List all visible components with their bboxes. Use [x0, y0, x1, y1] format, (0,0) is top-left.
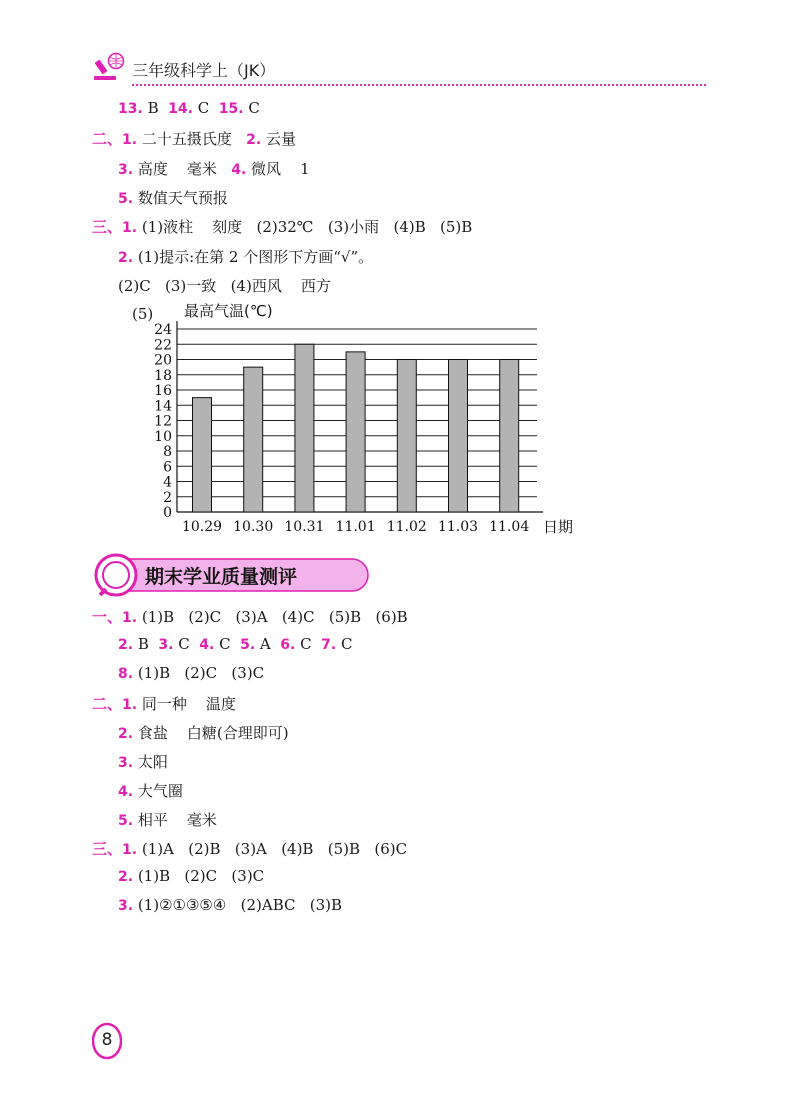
y-tick-label: 20 — [154, 352, 172, 369]
y-tick-label: 6 — [163, 459, 172, 476]
question-number: 1. — [122, 697, 138, 713]
answer-text: C — [243, 99, 260, 117]
question-number: 1. — [122, 220, 138, 237]
answer-text: C — [214, 635, 241, 653]
y-tick-label: 24 — [154, 322, 172, 338]
header-divider — [132, 84, 706, 86]
question-number: 3. — [118, 898, 134, 914]
x-tick-label: 11.02 — [386, 519, 427, 535]
answer-text: 食盐 白糖(合理即可) — [133, 724, 289, 742]
bar — [397, 360, 416, 513]
section-number: 一、 — [92, 608, 123, 626]
answer-text: C — [173, 635, 200, 653]
answer-text: C — [336, 635, 353, 653]
page-number-badge — [92, 1022, 122, 1060]
answer-text: (1)A (2)B (3)A (4)B (5)B (6)C — [137, 840, 408, 858]
bar — [244, 367, 263, 512]
section-number: 三、 — [92, 218, 123, 237]
question-number: 1. — [122, 610, 138, 626]
answer-text: (1)B (2)C (3)C — [133, 867, 265, 885]
y-tick-label: 16 — [154, 383, 172, 399]
bottom-answer-line — [92, 838, 407, 859]
answer-text: (1)B (2)C (3)A (4)C (5)B (6)B — [137, 608, 408, 626]
bottom-answer-line — [118, 664, 264, 682]
answer-text: 太阳 — [133, 753, 168, 771]
page-number: 8 — [101, 1030, 113, 1050]
bar — [346, 352, 365, 512]
answer-text: 高度 毫米 — [133, 159, 232, 178]
bottom-answer-line — [118, 867, 264, 885]
answer-text: B — [142, 99, 169, 117]
y-tick-label: 0 — [163, 505, 172, 521]
answer-text: 二十五摄氏度 — [137, 130, 247, 149]
y-tick-label: 12 — [154, 413, 172, 430]
question-number: 1. — [122, 132, 138, 149]
answer-text: (1)②①③⑤④ (2)ABC (3)B — [133, 896, 343, 914]
question-number: 2. — [118, 726, 134, 742]
answer-text: C — [192, 99, 219, 117]
bottom-answer-line — [118, 780, 183, 801]
answer-text: 数值天气预报 — [133, 188, 228, 207]
answer-text: 相平 毫米 — [133, 811, 217, 829]
y-tick-label: 2 — [163, 489, 172, 506]
x-axis-label: 日期 — [543, 518, 574, 536]
question-number: 2. — [246, 132, 262, 149]
answer-text: 同一种 温度 — [137, 695, 236, 713]
x-tick-label: 11.01 — [335, 519, 376, 535]
bar — [295, 344, 314, 512]
answer-text: (2)C (3)一致 (4)西风 西方 — [118, 276, 331, 295]
answer-text: A — [255, 635, 281, 653]
question-number: 2. — [118, 869, 134, 885]
question-number: 15. — [218, 101, 244, 117]
bottom-answer-line — [118, 896, 342, 914]
question-number: 3. — [118, 755, 134, 771]
question-number: 2. — [118, 249, 134, 266]
y-axis-label: 最高气温(℃) — [184, 302, 273, 320]
header-title: 三年级科学上（JK） — [132, 61, 276, 80]
x-tick-label: 10.29 — [181, 519, 223, 535]
bar — [449, 360, 468, 513]
question-number: 6. — [280, 637, 296, 653]
bottom-answer-line — [118, 722, 289, 743]
x-tick-label: 10.30 — [233, 519, 274, 535]
chart-item-label: (5) — [132, 305, 154, 323]
y-tick-label: 18 — [154, 367, 172, 384]
question-number: 1. — [122, 842, 138, 858]
top-answer-line — [92, 216, 472, 237]
bottom-answer-line — [118, 751, 168, 772]
question-number: 8. — [118, 666, 134, 682]
top-answer-line — [118, 187, 228, 208]
question-number: 2. — [118, 637, 134, 653]
answer-text: (1)液柱 刻度 (2)32℃ (3)小雨 (4)B (5)B — [137, 218, 473, 237]
bottom-answer-line — [118, 635, 352, 653]
y-tick-label: 8 — [163, 444, 172, 460]
bottom-answer-line — [92, 606, 408, 627]
question-number: 7. — [321, 637, 337, 653]
bar — [193, 398, 212, 512]
top-answer-line — [92, 128, 296, 149]
question-number: 13. — [118, 101, 143, 117]
answer-text: C — [295, 635, 322, 653]
top-answer-line — [118, 275, 331, 296]
question-number: 5. — [118, 190, 134, 207]
question-number: 5. — [118, 813, 134, 829]
section-number: 三、 — [92, 840, 123, 858]
question-number: 3. — [158, 637, 174, 653]
y-tick-label: 22 — [154, 337, 172, 354]
question-number: 4. — [118, 784, 134, 800]
answer-text: 微风 1 — [246, 159, 310, 178]
answer-text: 云量 — [261, 130, 296, 149]
section-number: 二、 — [92, 130, 123, 149]
question-number: 14. — [168, 101, 193, 117]
microscope-icon — [92, 52, 126, 82]
y-tick-label: 10 — [154, 428, 172, 445]
x-tick-label: 10.31 — [284, 519, 325, 535]
y-tick-label: 14 — [154, 398, 172, 415]
question-number: 4. — [231, 161, 247, 178]
answer-text: (1)提示:在第 2 个图形下方画“√”。 — [133, 247, 374, 266]
bar — [500, 360, 519, 513]
bottom-answer-line — [118, 809, 217, 830]
answer-text: (1)B (2)C (3)C — [133, 664, 265, 682]
section-number: 二、 — [92, 695, 123, 713]
question-number: 5. — [240, 637, 256, 653]
bottom-answer-line — [92, 693, 236, 714]
section-title: 期末学业质量测评 — [145, 566, 298, 588]
top-answer-line — [118, 246, 373, 267]
top-answer-line — [118, 99, 260, 117]
question-number: 4. — [199, 637, 215, 653]
top-answer-line — [118, 158, 310, 179]
y-tick-label: 4 — [163, 474, 172, 491]
question-number: 3. — [118, 161, 134, 178]
x-tick-label: 11.04 — [489, 519, 530, 535]
temperature-bar-chart — [140, 296, 580, 541]
answer-text: 大气圈 — [133, 782, 183, 800]
x-tick-label: 11.03 — [437, 519, 479, 535]
page-header — [92, 52, 712, 88]
answer-text: B — [133, 635, 159, 653]
